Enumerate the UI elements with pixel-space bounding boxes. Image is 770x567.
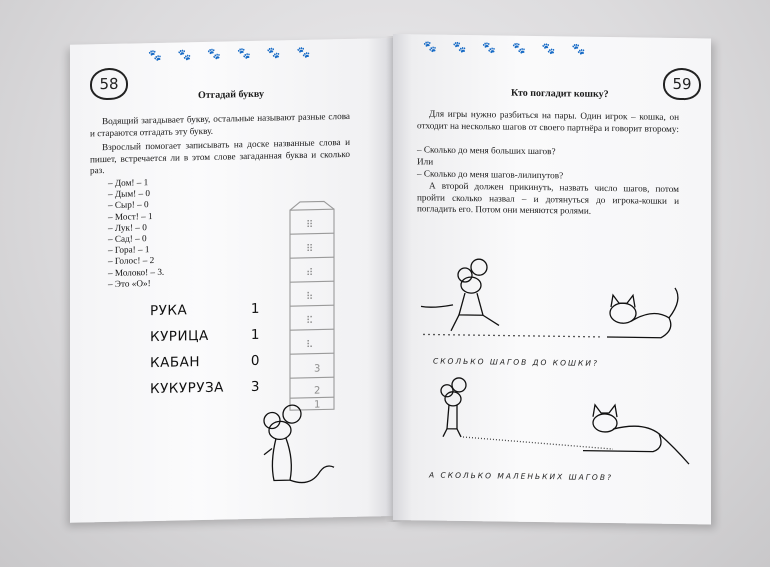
paw-print-icon: 🐾🐾🐾🐾🐾🐾 bbox=[423, 41, 602, 56]
paragraph-2: Взрослый помогает записывать на доске названные слова и пишет, встречается ли в этом слове загаданная буква и сколько раз. bbox=[90, 136, 350, 176]
dialog-line: – Это «О»! bbox=[108, 277, 151, 289]
dialog-line: – Лук! – 0 bbox=[108, 221, 147, 233]
dialog-line: – Гора! – 1 bbox=[108, 244, 150, 256]
dialog-line: – Сад! – 0 bbox=[108, 233, 147, 244]
board-word: РУКА bbox=[150, 302, 188, 320]
left-page bbox=[70, 38, 393, 523]
board-word: КУРИЦА bbox=[150, 327, 209, 346]
page-number-left: 58 bbox=[90, 68, 128, 101]
paragraph-5: А второй должен прикинуть, назвать число шагов, потом пройти сколько назвал – и дотянуться до игрока-кошки и погладить его. Потом они меняются ролями. bbox=[417, 180, 679, 216]
svg-text:⠿: ⠿ bbox=[306, 219, 314, 231]
cat-and-mouse-drawing-2 bbox=[413, 364, 703, 478]
page-title-right: Кто погладит кошку? bbox=[511, 87, 609, 101]
board-count: 1 bbox=[250, 300, 260, 317]
board-count: 3 bbox=[250, 378, 260, 395]
dialog-line: – Мост! – 1 bbox=[108, 210, 153, 222]
paragraph-2: – Сколько до меня больших шагов? bbox=[417, 144, 556, 157]
svg-text:⠾: ⠾ bbox=[306, 267, 314, 279]
page-title-left: Отгадай букву bbox=[198, 88, 264, 102]
number-tower-drawing bbox=[280, 199, 360, 421]
dialog-line: – Сыр! – 0 bbox=[108, 199, 149, 211]
board-word: КАБАН bbox=[150, 354, 200, 372]
dialog-list bbox=[108, 177, 164, 290]
paragraph-1: Для игры нужно разбиться на пары. Один игрок – кошка, он отходит на несколько шагов от своего партнёра и говорит второму: bbox=[417, 108, 679, 134]
paw-print-icon: 🐾🐾🐾🐾🐾🐾 bbox=[148, 46, 327, 63]
svg-text:3: 3 bbox=[314, 363, 321, 375]
dialog-line: – Дом! – 1 bbox=[108, 177, 149, 188]
board-count: 1 bbox=[250, 326, 260, 343]
svg-text:⠿: ⠿ bbox=[306, 243, 314, 255]
board-word-row bbox=[150, 301, 260, 329]
dialog-line: – Молоко! – 3. bbox=[108, 266, 165, 278]
svg-text:⠧: ⠧ bbox=[306, 339, 314, 351]
right-page bbox=[393, 34, 711, 524]
paragraph-4: – Сколько до меня шагов-лилипутов? bbox=[417, 168, 564, 181]
board-words bbox=[150, 301, 260, 407]
svg-text:⠯: ⠯ bbox=[306, 315, 314, 327]
caption-2: А СКОЛЬКО МАЛЕНЬКИХ ШАГОВ? bbox=[429, 470, 613, 483]
svg-text:1: 1 bbox=[314, 399, 321, 411]
board-word-row bbox=[150, 353, 260, 381]
dialog-line: – Голос! – 2 bbox=[108, 255, 155, 267]
cat-and-mouse-drawing bbox=[413, 244, 703, 358]
svg-text:⠷: ⠷ bbox=[306, 291, 314, 303]
board-word-row bbox=[150, 327, 260, 355]
mouse-drawing-icon bbox=[250, 401, 340, 493]
paragraph-3: Или bbox=[417, 156, 434, 167]
page-number-right: 59 bbox=[663, 68, 701, 101]
board-count: 0 bbox=[250, 352, 260, 369]
dialog-line: – Дым! – 0 bbox=[108, 188, 150, 200]
board-word: КУКУРУЗА bbox=[150, 379, 224, 398]
paragraph-1: Водящий загадывает букву, остальные называют разные слова и стараются отгадать эту букву. bbox=[90, 110, 350, 138]
board-word-row bbox=[150, 379, 260, 407]
caption-1: СКОЛЬКО ШАГОВ ДО КОШКИ? bbox=[433, 356, 599, 368]
svg-text:2: 2 bbox=[314, 385, 321, 397]
